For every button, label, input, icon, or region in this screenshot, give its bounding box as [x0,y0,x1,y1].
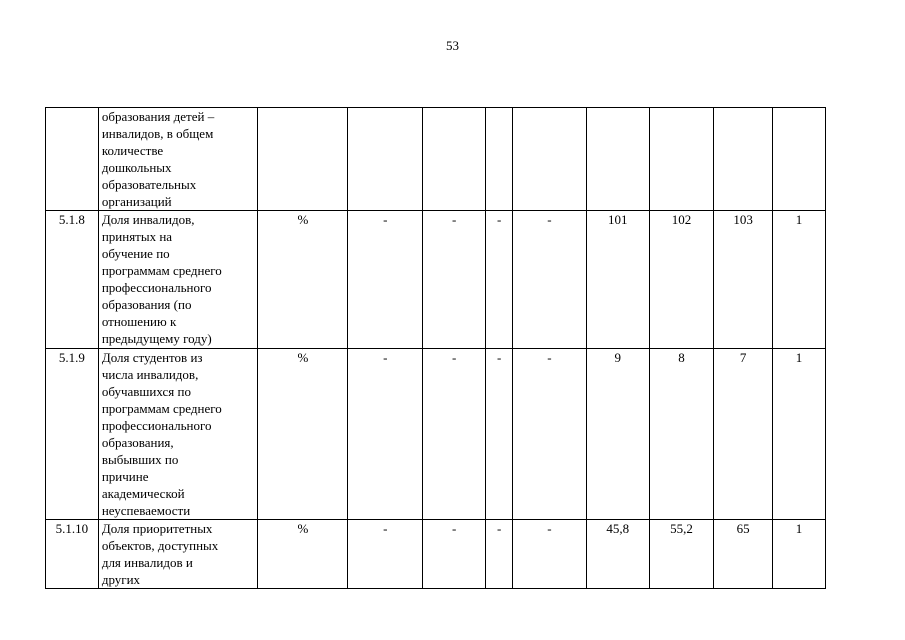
value-cell [486,108,513,211]
indicator-line: образования детей – [101,109,215,124]
value-cell: 101 [586,211,649,349]
value-cell [513,108,587,211]
indicator-line: образовательных [101,177,197,192]
unit-cell [258,108,348,211]
indicator-line: образования (по [101,297,192,312]
indicator-name [98,108,258,211]
page-number: 53 [446,38,459,53]
value-cell: - [486,349,513,520]
value-cell: - [348,520,423,589]
indicators-table [45,107,826,589]
indicator-line: неуспеваемости [101,503,191,518]
indicator-line: организаций [101,194,172,209]
indicator-line: числа инвалидов, [101,367,199,382]
row-number: 5.1.8 [46,211,99,349]
unit-cell: % [258,349,348,520]
indicator-line: образования, [101,435,174,450]
value-cell [423,108,486,211]
indicator-line: Доля инвалидов, [101,212,195,227]
value-cell [714,108,773,211]
table-row [46,520,826,589]
table-row [46,211,826,349]
indicator-line: программам среднего [101,401,222,416]
value-cell: - [348,349,423,520]
value-cell [586,108,649,211]
value-cell: - [423,349,486,520]
indicator-line: объектов, доступных [101,538,219,553]
row-number [46,108,99,211]
value-cell: 1 [773,520,826,589]
value-cell [649,108,713,211]
indicator-line: профессионального [101,280,212,295]
indicator-name [98,520,258,589]
indicator-name [98,211,258,349]
indicator-line: выбывших по [101,452,179,467]
indicator-line: академической [101,486,185,501]
indicator-name [98,349,258,520]
indicator-line: для инвалидов и [101,555,193,570]
value-cell: 1 [773,211,826,349]
value-cell: - [486,520,513,589]
value-cell: - [423,211,486,349]
indicator-line: дошкольных [101,160,172,175]
value-cell: 103 [714,211,773,349]
unit-cell: % [258,520,348,589]
indicator-line: Доля приоритетных [101,521,213,536]
value-cell: 7 [714,349,773,520]
value-cell: - [513,211,587,349]
value-cell: - [423,520,486,589]
table-row [46,108,826,211]
value-cell: - [513,349,587,520]
value-cell: 102 [649,211,713,349]
table-row [46,349,826,520]
value-cell [348,108,423,211]
value-cell: - [513,520,587,589]
value-cell: 8 [649,349,713,520]
value-cell: - [348,211,423,349]
indicator-line: предыдущему году) [101,331,212,346]
indicator-line: программам среднего [101,263,222,278]
indicator-line: количестве [101,143,164,158]
unit-cell: % [258,211,348,349]
value-cell: 1 [773,349,826,520]
value-cell [773,108,826,211]
indicator-line: обучение по [101,246,170,261]
value-cell: 45,8 [586,520,649,589]
indicator-line: других [101,572,141,587]
indicator-line: причине [101,469,149,484]
indicator-line: принятых на [101,229,173,244]
value-cell: 55,2 [649,520,713,589]
row-number: 5.1.10 [46,520,99,589]
value-cell: 9 [586,349,649,520]
row-number: 5.1.9 [46,349,99,520]
indicator-line: отношению к [101,314,177,329]
value-cell: 65 [714,520,773,589]
indicator-line: обучавшихся по [101,384,191,399]
indicator-line: инвалидов, в общем [101,126,214,141]
value-cell: - [486,211,513,349]
indicator-line: Доля студентов из [101,350,203,365]
indicator-line: профессионального [101,418,212,433]
